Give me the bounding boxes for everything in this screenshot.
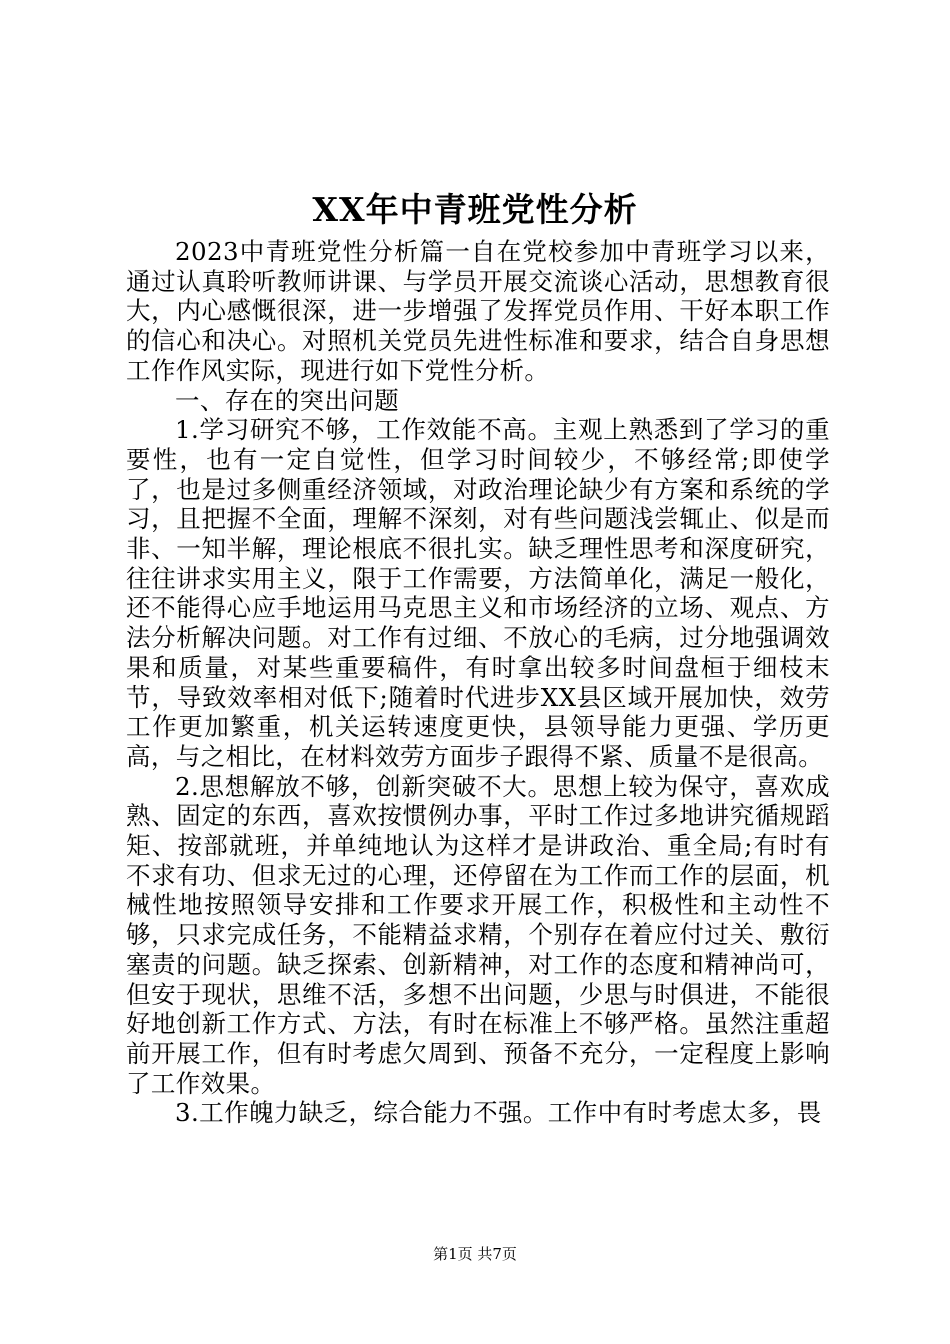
document-body bbox=[126, 237, 830, 1128]
page-number-footer: 第1页 共7页 bbox=[433, 1245, 517, 1263]
paragraph-intro: 2023中青班党性分析篇一自在党校参加中青班学习以来，通过认真聆听教师讲课、与学员开展交流谈心活动，思想教育很大，内心感慨很深，进一步增强了发挥党员作用、干好本职工作的信心和决心。对照机关党员先进性标准和要求，结合自身思想工作作风实际，现进行如下党性分析。 bbox=[126, 237, 830, 385]
document-title: XX年中青班党性分析 bbox=[312, 190, 638, 229]
paragraph-item-2: 2.思想解放不够，创新突破不大。思想上较为保守，喜欢成熟、固定的东西，喜欢按惯例办事，平时工作过多地讲究循规蹈矩、按部就班，并单纯地认为这样才是讲政治、重全局;有时有不求有功、但求无过的心理，还停留在为工作而工作的层面，机械性地按照领导安排和工作要求开展工作，积极性和主动性不够，只求完成任务，不能精益求精，个别存在着应付过关、敷衍塞责的问题。缺乏探索、创新精神，对工作的态度和精神尚可，但安于现状，思维不活，多想不出问题，少思与时俱进，不能很好地创新工作方式、方法，有时在标准上不够严格。虽然注重超前开展工作，但有时考虑欠周到、预备不充分，一定程度上影响了工作效果。 bbox=[126, 771, 830, 1098]
paragraph-item-1: 1.学习研究不够，工作效能不高。主观上熟悉到了学习的重要性，也有一定自觉性，但学习时间较少，不够经常;即使学了，也是过多侧重经济领域，对政治理论缺少有方案和系统的学习，且把握不全面，理解不深刻，对有些问题浅尝辄止、似是而非、一知半解，理论根底不很扎实。缺乏理性思考和深度研究，往往讲求实用主义，限于工作需要，方法简单化，满足一般化，还不能得心应手地运用马克思主义和市场经济的立场、观点、方法分析解决问题。对工作有过细、不放心的毛病，过分地强调效果和质量，对某些重要稿件，有时拿出较多时间盘桓于细枝末节，导致效率相对低下;随着时代进步XX县区域开展加快，效劳工作更加繁重，机关运转速度更快，县领导能力更强、学历更高，与之相比，在材料效劳方面步子跟得不紧、质量不是很高。 bbox=[126, 415, 830, 771]
section-heading: 一、存在的突出问题 bbox=[175, 385, 400, 415]
paragraph-item-3: 3.工作魄力缺乏，综合能力不强。工作中有时考虑太多，畏 bbox=[175, 1098, 822, 1128]
